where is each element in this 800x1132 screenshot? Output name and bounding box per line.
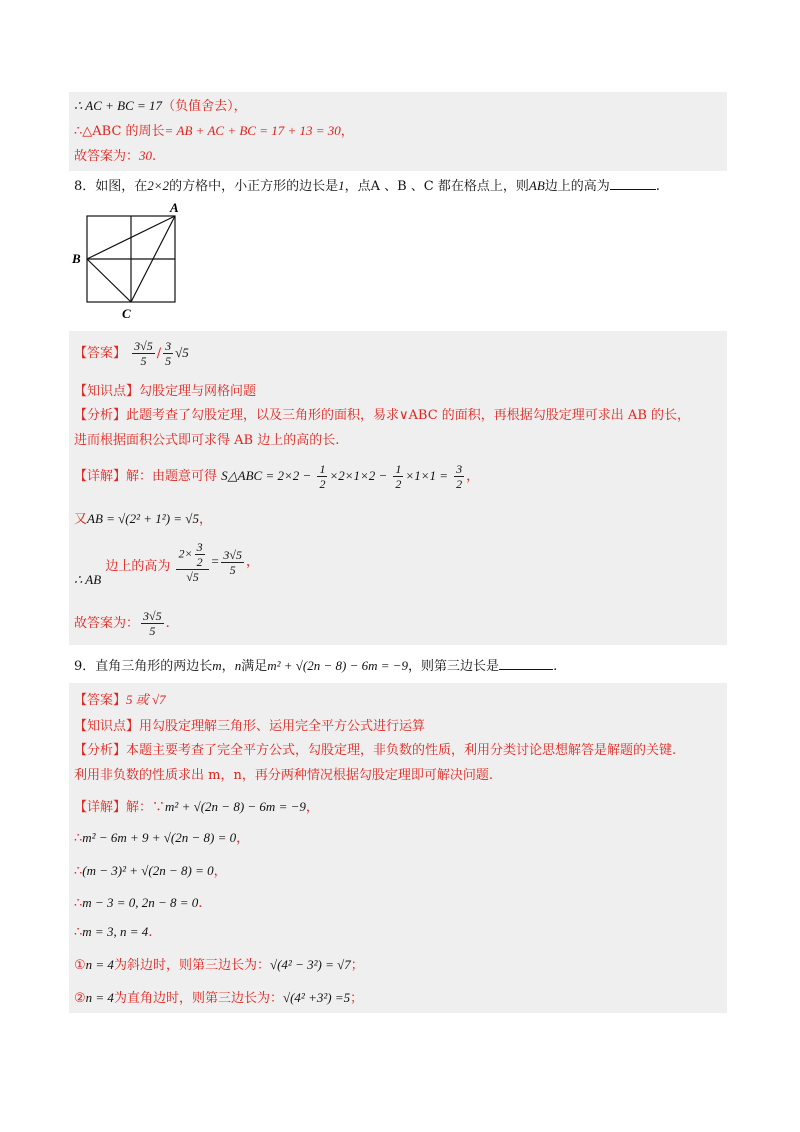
q8-detail-ab: 又AB = √(2² + 1²) = √5， (74, 511, 212, 527)
answer-fraction: $\frac{3√5}{5}$ (134, 339, 153, 368)
q8-detail-height: ∴ AB 边上的高为 2× $\frac{3}{2}$ √5 = $\frac{3√5}{5}$ ， (74, 540, 259, 587)
point-label-b: B (72, 251, 81, 266)
q9-case-2: ②n = 4为直角边时，则第三边长为：√(4² +3²) =5； (74, 990, 364, 1006)
q9-question: 9．直角三角形的两边长m，n满足m² + √(2n − 8) − 6m = −9，则第三边长是 . (74, 658, 558, 674)
answer-blank (610, 177, 656, 190)
q9-detail-1: 【详解】解：∵m² + √(2n − 8) − 6m = −9， (74, 799, 319, 815)
q9-analysis-1: 【分析】本题主要考查了完全平方公式，勾股定理，非负数的性质，利用分类讨论思想解答是解题的关键. (74, 743, 677, 758)
q9-answer: 【答案】5 或 √7 (74, 692, 166, 708)
q9-case-1: ①n = 4为斜边时，则第三边长为：√(4² − 3²) = √7； (74, 957, 364, 973)
q9-detail-4: ∴m − 3 = 0, 2n − 8 = 0. (74, 895, 203, 911)
answer-blank (499, 657, 553, 670)
q8-analysis-2: 进而根据面积公式即可求得 AB 边上的高的长. (74, 433, 340, 448)
prev-line-1: ∴ AC + BC = 17（负值舍去）， (74, 98, 247, 114)
prev-line-2: ∴△ABC 的周长= AB + AC + BC = 17 + 13 = 30， (74, 123, 354, 139)
q8-final: 故答案为： $\frac{3√5}{5}$ . (74, 609, 170, 638)
segment-bc (87, 259, 131, 302)
q9-knowledge-point: 【知识点】用勾股定理解三角形、运用完全平方公式进行运算 (74, 719, 426, 734)
grid-figure (70, 200, 190, 322)
point-label-a: A (170, 200, 179, 215)
point-label-c: C (122, 306, 131, 321)
q9-detail-3: ∴(m − 3)² + √(2n − 8) = 0， (74, 863, 227, 879)
q8-analysis-1: 【分析】此题考查了勾股定理，以及三角形的面积，易求∨ABC 的面积，再根据勾股定理可求出 AB 的长， (74, 408, 690, 423)
prev-line-3: 故答案为：30. (74, 148, 157, 164)
q8-knowledge-point: 【知识点】勾股定理与网格问题 (74, 384, 257, 399)
q8-detail-1: 【详解】解：由题意可得 S△ABC = 2×2 − $\frac{1}{2}$ ×2×1×2 − $\frac{1}{2}$ ×1×1 = $\frac{3}{2}$ ， (74, 462, 480, 491)
q9-detail-2: ∴m² − 6m + 9 + √(2n − 8) = 0， (74, 830, 250, 846)
q8-answer: 【答案】 $\frac{3√5}{5}$ / $\frac{3}{5}$ √5 (74, 339, 189, 368)
q8-question: 8．如图，在2×2的方格中，小正方形的边长是1，点A 、B 、C 都在格点上，则AB边上的高为 . (74, 178, 660, 194)
q9-detail-5: ∴m = 3, n = 4. (74, 924, 153, 940)
answer-alt-fraction: $\frac{3}{5}$ (165, 339, 172, 368)
q9-analysis-2: 利用非负数的性质求出 m，n，再分两种情况根据勾股定理即可解决问题. (74, 768, 493, 783)
